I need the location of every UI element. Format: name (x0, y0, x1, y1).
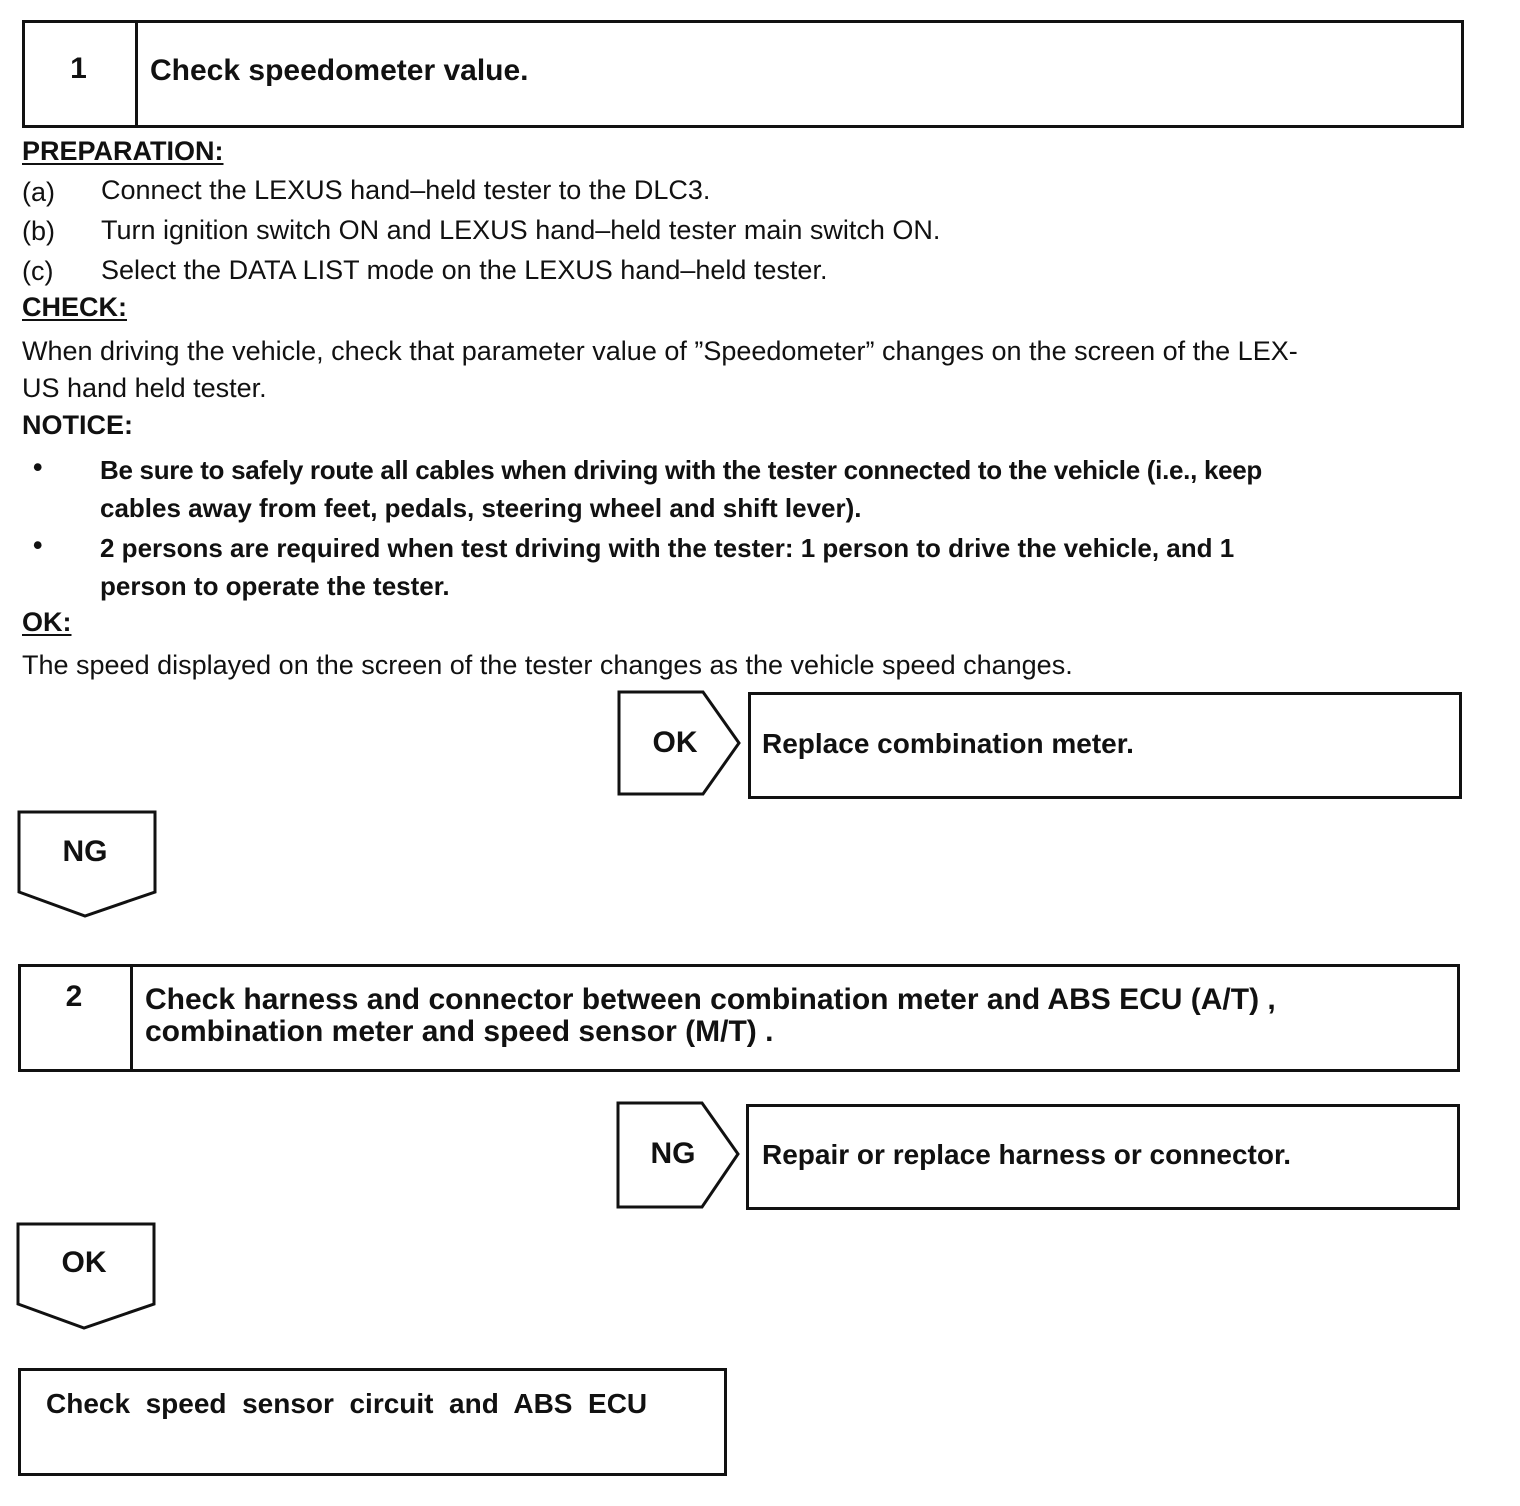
step1-number: 1 (70, 52, 87, 85)
notice-bullet2-marker: • (33, 530, 43, 560)
prep-label-b: (b) (22, 216, 55, 246)
step1-divider (135, 20, 138, 128)
branch2-down-label: OK (61, 1246, 107, 1279)
prep-item-b: Turn ignition switch ON and LEXUS hand–held tester main switch ON. (101, 215, 941, 245)
branch1-result-text: Replace combination meter. (762, 728, 1134, 759)
step2-title-line1: Check harness and connector between combination meter and ABS ECU (A/T) , (145, 983, 1276, 1016)
notice-heading: NOTICE: (22, 410, 133, 440)
prep-item-c: Select the DATA LIST mode on the LEXUS hand–held tester. (101, 255, 828, 285)
ok-heading: OK: (22, 607, 72, 637)
step2-divider (130, 964, 133, 1072)
final-text: Check speed sensor circuit and ABS ECU (46, 1388, 648, 1419)
step2-number: 2 (65, 980, 83, 1013)
notice-bullet2-line2: person to operate the tester. (100, 571, 450, 601)
branch2-result-text: Repair or replace harness or connector. (762, 1139, 1292, 1170)
notice-bullet2-line1: 2 persons are required when test driving with the tester: 1 person to drive the vehicle, and 1 (100, 533, 1235, 563)
notice-bullet1-marker: • (33, 452, 43, 482)
branch1-down-label: NG (62, 835, 108, 868)
prep-item-a: Connect the LEXUS hand–held tester to the DLC3. (101, 175, 711, 205)
branch1-right-label: OK (652, 726, 698, 759)
notice-bullet1-line1: Be sure to safely route all cables when driving with the tester connected to the vehicle (i.e., keep (100, 455, 1263, 485)
check-line2: US hand held tester. (22, 373, 267, 403)
check-line1: When driving the vehicle, check that parameter value of ”Speedometer” changes on the screen of the LEX- (22, 336, 1298, 366)
prep-label-a: (a) (22, 177, 55, 207)
ok-text: The speed displayed on the screen of the tester changes as the vehicle speed changes. (22, 650, 1073, 680)
branch2-right-label: NG (650, 1137, 696, 1170)
step2-title-line2: combination meter and speed sensor (M/T) . (145, 1015, 774, 1048)
final-box (18, 1368, 727, 1476)
preparation-heading: PREPARATION: (22, 136, 224, 166)
prep-label-c: (c) (22, 256, 54, 286)
notice-bullet1-line2: cables away from feet, pedals, steering wheel and shift lever). (100, 493, 862, 523)
step1-title: Check speedometer value. (150, 54, 529, 87)
check-heading: CHECK: (22, 292, 127, 322)
